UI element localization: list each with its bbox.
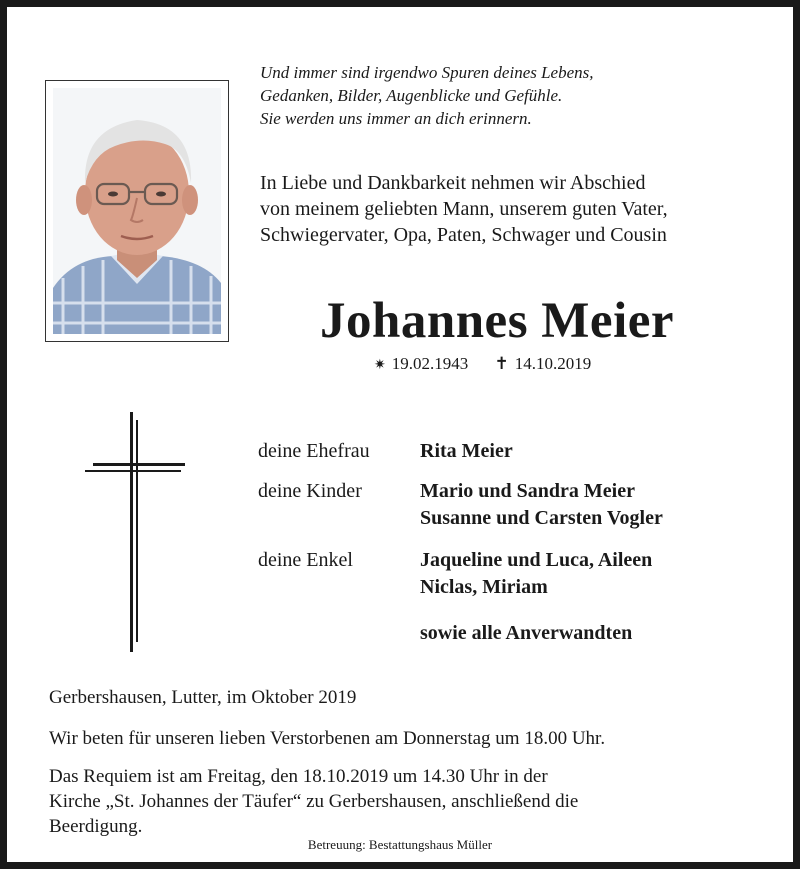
- requiem-line: Kirche „St. Johannes der Täufer“ zu Gerbershausen, anschließend die: [49, 791, 579, 812]
- family-label-wife: deine Ehefrau: [258, 440, 370, 462]
- intro-line: Schwiegervater, Opa, Paten, Schwager und Cousin: [260, 224, 667, 246]
- family-name: Rita Meier: [420, 440, 513, 462]
- portrait-photo: [53, 88, 221, 334]
- quote-line: Sie werden uns immer an dich erinnern.: [260, 109, 532, 128]
- quote-line: Gedanken, Bilder, Augenblicke und Gefühle.: [260, 86, 563, 105]
- prayer-notice: Wir beten für unseren lieben Verstorbenen am Donnerstag um 18.00 Uhr.: [49, 728, 606, 749]
- life-dates: [374, 354, 591, 374]
- family-name: Susanne und Carsten Vogler: [420, 507, 663, 529]
- requiem-notice: [49, 764, 578, 839]
- family-wife: [420, 438, 513, 465]
- family-name: Mario und Sandra Meier: [420, 480, 635, 502]
- family-grandchildren: [420, 547, 652, 601]
- intro-line: In Liebe und Dankbarkeit nehmen wir Abschied: [260, 172, 646, 194]
- relatives-line: sowie alle Anverwandten: [420, 622, 633, 644]
- family-label-grandchildren: deine Enkel: [258, 549, 353, 571]
- portrait-frame: [45, 80, 229, 342]
- birth-star-icon: ✷: [374, 358, 386, 373]
- farewell-intro: [260, 170, 740, 248]
- birth-date: 19.02.1943: [391, 354, 469, 373]
- place-date: Gerbershausen, Lutter, im Oktober 2019: [49, 687, 357, 708]
- death-date: 14.10.2019: [514, 354, 592, 373]
- death-cross-icon: ✝: [494, 354, 509, 373]
- cross-icon: [85, 412, 189, 652]
- family-children: [420, 478, 663, 532]
- funeral-home-credit: Betreuung: Bestattungshaus Müller: [307, 837, 493, 852]
- family-name: Niclas, Miriam: [420, 576, 548, 598]
- family-label-children: deine Kinder: [258, 480, 362, 502]
- quote-line: Und immer sind irgendwo Spuren deines Lebens,: [260, 63, 594, 82]
- memorial-quote: [260, 61, 690, 130]
- intro-line: von meinem geliebten Mann, unserem guten Vater,: [260, 198, 668, 220]
- deceased-name: Johannes Meier: [319, 293, 675, 349]
- requiem-line: Beerdigung.: [49, 816, 143, 837]
- family-name: Jaqueline und Luca, Aileen: [420, 549, 653, 571]
- requiem-line: Das Requiem ist am Freitag, den 18.10.2019 um 14.30 Uhr in der: [49, 766, 548, 787]
